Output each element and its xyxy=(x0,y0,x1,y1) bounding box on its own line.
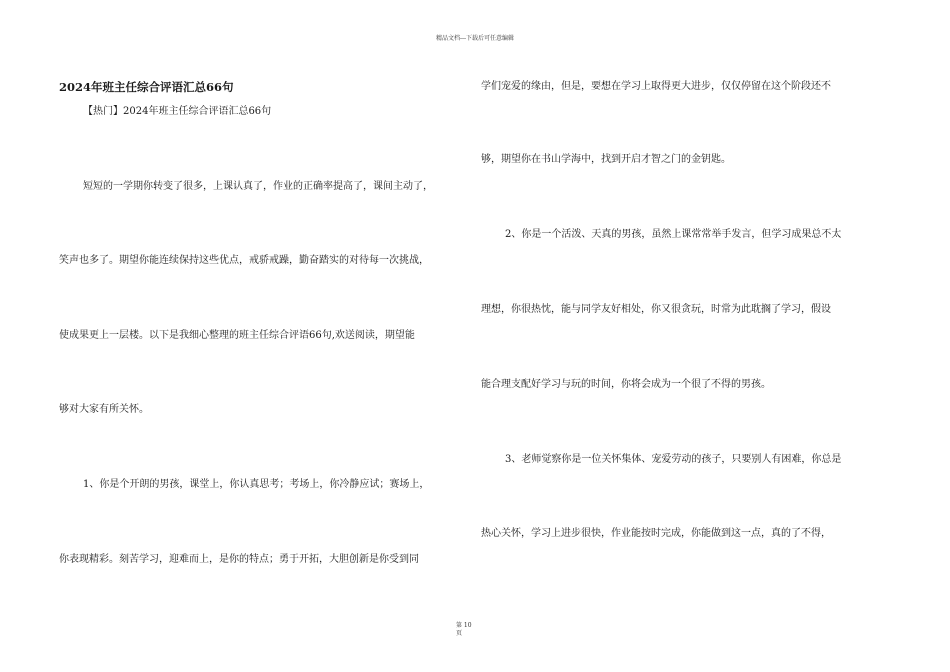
paragraph-line: 笑声也多了。期望你能连续保持这些优点，戒骄戒躁，勤奋踏实的对待每一次挑战， xyxy=(59,255,429,266)
paragraph-line: 2、你是一个活泼、天真的男孩，虽然上课常常举手发言，但学习成果总不太 xyxy=(505,229,842,240)
page-header-note: 精品文档---下载后可任意编辑 xyxy=(435,35,515,42)
paragraph-line: 热心关怀，学习上进步很快，作业能按时完成，你能做到这一点，真的了不得， xyxy=(481,528,831,539)
paragraph-line: 能合理支配好学习与玩的时间，你将会成为一个很了不得的男孩。 xyxy=(481,379,771,390)
paragraph-line: 够，期望你在书山学海中，找到开启才智之门的金钥匙。 xyxy=(481,154,731,165)
paragraph-line: 够对大家有所关怀。 xyxy=(59,404,149,415)
right-column xyxy=(481,0,893,672)
page-number xyxy=(456,622,472,638)
paragraph-line: 理想，你很热忱，能与同学友好相处，你又很贪玩，时常为此耽搁了学习，假设 xyxy=(481,304,831,315)
paragraph-line: 你表现精彩。刻苦学习，迎难而上，是你的特点；勇于开拓，大胆创新是你受到同 xyxy=(59,554,419,565)
paragraph-line: 使成果更上一层楼。以下是我细心整理的班主任综合评语66句,欢送阅读，期望能 xyxy=(59,330,415,341)
paragraph-line: 1、你是个开朗的男孩，课堂上，你认真思考；考场上，你冷静应试；赛场上， xyxy=(83,479,430,490)
left-column xyxy=(59,0,479,672)
document-subtitle: 【热门】2024年班主任综合评语汇总66句 xyxy=(83,106,272,117)
page-number-bottom: 页 xyxy=(456,630,463,637)
paragraph-line: 短短的一学期你转变了很多，上课认真了，作业的正确率提高了，课间主动了， xyxy=(83,181,433,192)
paragraph-line: 3、老师觉察你是一位关怀集体、宠爱劳动的孩子，只要别人有困难，你总是 xyxy=(505,454,842,465)
document-title: 2024年班主任综合评语汇总66句 xyxy=(59,80,234,94)
paragraph-line: 学们宠爱的缘由，但是，要想在学习上取得更大进步，仅仅停留在这个阶段还不 xyxy=(481,81,831,92)
page-number-top: 第 10 xyxy=(456,622,472,629)
